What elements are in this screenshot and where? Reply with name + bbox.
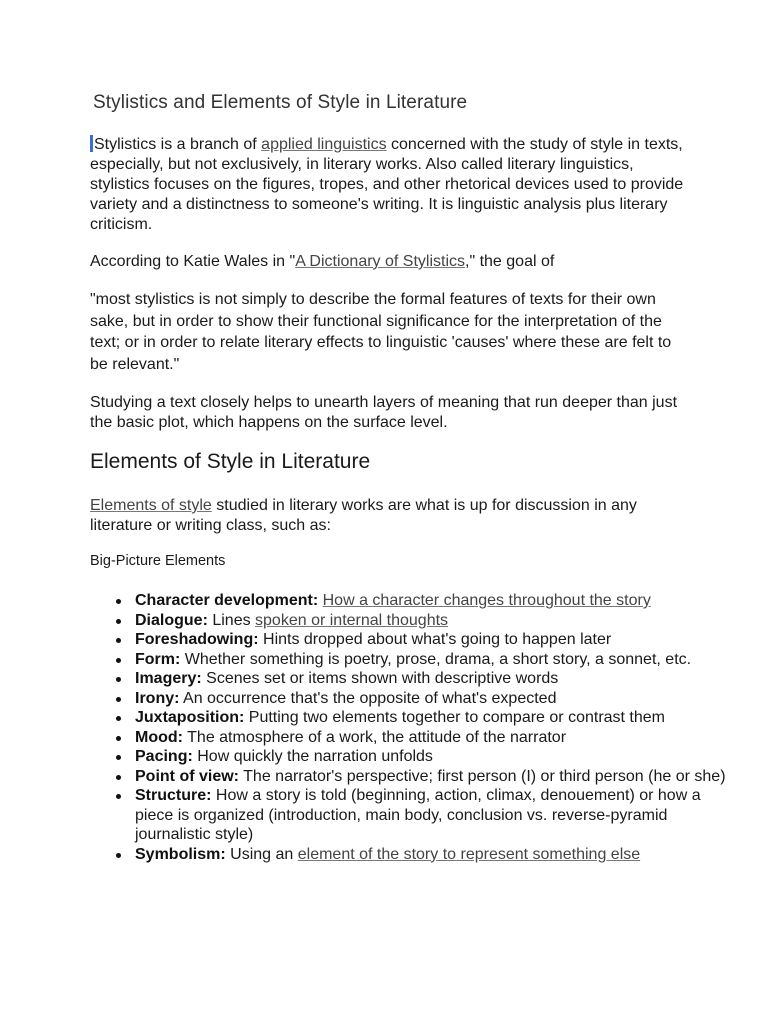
link-spoken-or-internal-thoughts[interactable]: spoken or internal thoughts: [255, 611, 449, 629]
item-term: Dialogue:: [135, 611, 208, 629]
item-text: Hints dropped about what's going to happen later: [258, 631, 612, 648]
item-term: Mood:: [135, 728, 183, 746]
link-applied-linguistics[interactable]: applied linguistics: [261, 136, 387, 153]
elements-list: [90, 591, 735, 864]
list-item: [135, 689, 735, 709]
according-text-before: According to Katie Wales in ": [90, 253, 296, 270]
elements-intro-paragraph: [90, 496, 690, 536]
quote-paragraph: "most stylistics is not simply to describe the formal features of texts for their own sake, but in order to show their functional significance for the interpretation of the text; or in order to relate literary effects to linguistic 'causes' where these are felt to be relevant.": [90, 291, 672, 373]
item-text: How a story is told (beginning, action, climax, denouement) or how a piece is organized (introduction, main body, conclusion vs. reverse-pyramid journalistic style): [135, 787, 701, 843]
section-heading: Elements of Style in Literature: [90, 450, 371, 473]
list-item: [135, 630, 735, 650]
according-text-after: ," the goal of: [465, 253, 555, 270]
link-character-changes[interactable]: How a character changes throughout the story: [322, 592, 651, 609]
list-item: [135, 650, 735, 670]
item-text: The narrator's perspective; first person (I) or third person (he or she): [239, 767, 726, 785]
list-item: [135, 786, 735, 845]
item-term: Structure:: [135, 787, 212, 804]
intro-paragraph: [90, 135, 690, 235]
link-elements-of-style[interactable]: Elements of style: [90, 497, 212, 514]
item-term: Pacing:: [135, 748, 193, 765]
list-item: [135, 611, 735, 631]
item-term: Point of view:: [135, 767, 239, 785]
list-item: [135, 708, 735, 728]
item-text: An occurrence that's the opposite of what's expected: [179, 689, 557, 707]
list-item: [135, 845, 735, 865]
studying-paragraph: Studying a text closely helps to unearth layers of meaning that run deeper than just the basic plot, which happens on the surface level.: [90, 394, 678, 431]
list-item: [135, 591, 735, 611]
item-text: Putting two elements together to compare or contrast them: [244, 709, 665, 726]
subheading-big-picture: Big-Picture Elements: [90, 553, 226, 569]
item-text: How quickly the narration unfolds: [192, 748, 433, 765]
elements-intro-text: studied in literary works are what is up for discussion in any literature or writing class, such as:: [90, 497, 637, 534]
intro-text-before: Stylistics is a branch of: [94, 136, 262, 153]
item-term: Form:: [135, 650, 181, 668]
list-item: [135, 767, 735, 787]
according-paragraph: [90, 252, 690, 272]
item-term: Character development:: [135, 592, 319, 609]
list-item: [135, 728, 735, 748]
item-text: Using an: [225, 845, 298, 863]
item-term: Foreshadowing:: [135, 631, 259, 648]
item-term: Imagery:: [135, 670, 202, 687]
item-term: Irony:: [135, 689, 180, 707]
list-item: [135, 747, 735, 767]
item-text: Scenes set or items shown with descriptive words: [201, 670, 559, 687]
item-term: Symbolism:: [135, 845, 226, 863]
link-dictionary-of-stylistics[interactable]: A Dictionary of Stylistics: [295, 253, 466, 270]
intro-text-after: concerned with the study of style in texts, especially, but not exclusively, in literary works. Also called literary linguistics, stylistics focuses on the figures, tropes, and other rhetorical devices used to provide variety and a distinctness to someone's writing. It is linguistic analysis plus literary criticism.: [90, 136, 684, 233]
link-element-of-story[interactable]: element of the story to represent something else: [297, 845, 641, 863]
item-term: Juxtaposition:: [135, 709, 245, 726]
item-text: Lines: [207, 611, 256, 629]
page-title: Stylistics and Elements of Style in Literature: [93, 92, 468, 113]
list-item: [135, 669, 735, 689]
item-text: Whether something is poetry, prose, drama, a short story, a sonnet, etc.: [180, 650, 692, 668]
item-text: The atmosphere of a work, the attitude of the narrator: [182, 728, 567, 746]
text-cursor: [90, 135, 93, 152]
